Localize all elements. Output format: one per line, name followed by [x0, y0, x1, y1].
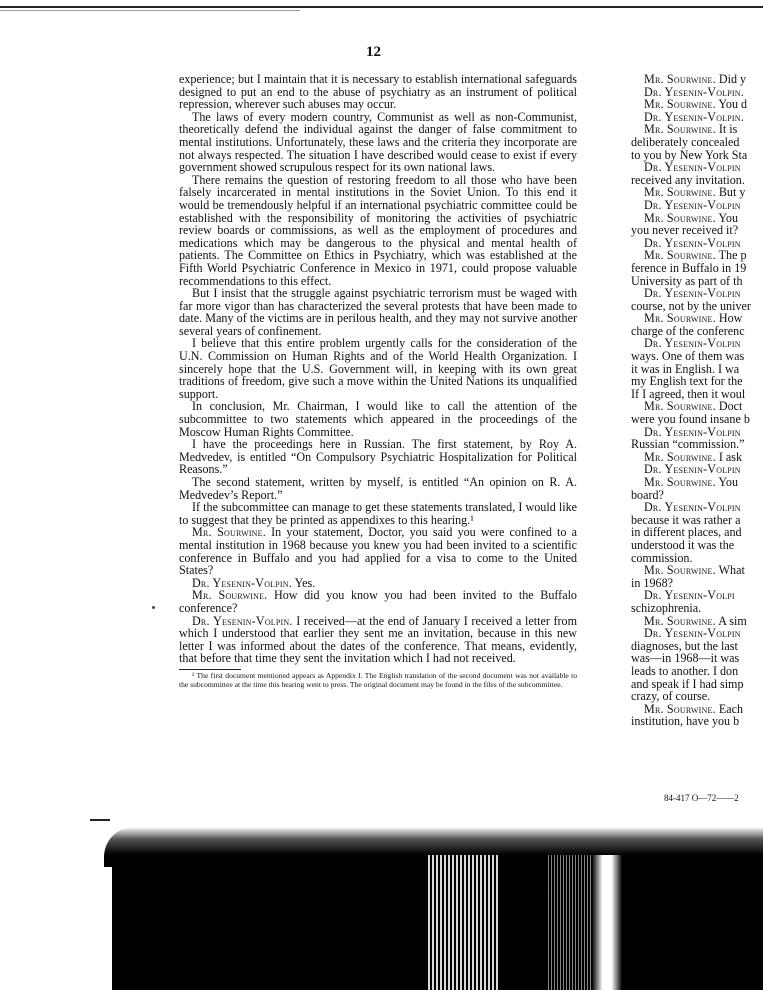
- speaker: Mr. Sourwine.: [644, 97, 716, 112]
- speaker: Dr. Yesenin-Volpin: [644, 160, 741, 175]
- speaker: Mr. Sourwine.: [644, 701, 716, 716]
- dialogue-text: You: [718, 475, 739, 489]
- scan-edge-mark: [90, 819, 110, 821]
- dialogue-text: Did y: [718, 72, 747, 86]
- paragraph: The second statement, written by myself, is entitled “An opinion on R. A. Medvedev’s Report.”: [179, 475, 577, 502]
- speaker: Dr. Yesenin-Volpin: [644, 462, 741, 477]
- dialogue-text: ways. One of them was: [631, 349, 745, 364]
- speaker: Dr. Yesenin-Volpin: [644, 197, 741, 212]
- dialogue-text: You: [718, 210, 739, 225]
- speaker: Mr. Sourwine.: [644, 185, 716, 200]
- dialogue-text: I ask: [718, 449, 743, 464]
- dialogue-text: because it was rather a: [631, 512, 741, 527]
- paragraph: I have the proceedings here in Russian. The first statement, by Roy A. Medvedev, is entitled “On Compulsory Psychiatric Hospitalization for Political Reasons.”: [179, 437, 577, 477]
- dialogue-text: Each: [718, 701, 744, 716]
- speaker: Mr. Sourwine.: [644, 399, 716, 414]
- dialogue-text: charge of the conferenc: [631, 323, 745, 338]
- speaker: Dr. Yesenin-Volpin: [644, 500, 741, 515]
- dialogue-text: and speak if I had simp: [631, 676, 744, 691]
- speaker: Dr. Yesenin-Volpin: [644, 235, 741, 250]
- speaker: Dr. Yesenin-Volpin: [644, 336, 741, 351]
- dialogue-text: But y: [718, 185, 746, 200]
- paragraph: experience; but I maintain that it is necessary to establish international safeguards designed to put an end to the abuse of psychiatry as an instrument of political repression, wherever such abuses may occur.: [179, 72, 577, 112]
- dialogue-text: commission.: [631, 550, 693, 565]
- dialogue-line: [179, 589, 577, 614]
- dialogue-text: leads to another. I don: [631, 663, 739, 678]
- speaker: Dr. Yesenin-Volpin: [644, 626, 741, 641]
- dialogue-text: it was in English. I wa: [631, 361, 740, 376]
- dialogue-text: What: [718, 563, 745, 578]
- footer-code: 84-417 O—72——2: [664, 793, 739, 803]
- paragraph: I believe that this entire problem urgently calls for the consideration of the U.N. Commission on Human Rights and of the World Health Organization. I sincerely hope that the U.S. Government will, in keeping with its own great traditions of freedom, give such a move within the United Nations its unqualified support.: [179, 336, 577, 401]
- speaker: Mr. Sourwine.: [644, 475, 716, 489]
- paragraph: The laws of every modern country, Communist as well as non-Communist, theoretically defend the individual against the danger of false commitment to mental institutions. Unfortunately, these laws and the criteria they incorporate are not always respected. The situation I have described would cease to exist if every government showed scrupulous respect for its own national laws.: [179, 109, 577, 175]
- dialogue-text: How did you know you had been invited to the Buffalo conference?: [179, 588, 577, 615]
- dialogue-text: Russian “commission.”: [631, 437, 745, 452]
- dialogue-text: understood it was the: [631, 537, 735, 552]
- dialogue-text: diagnoses, but the last: [631, 638, 738, 653]
- paragraph: If the subcommittee can manage to get these statements translated, I would like to suggest that they be printed as appendixes to this hearing.¹: [179, 500, 577, 527]
- dialogue-text: Yes.: [294, 575, 316, 590]
- speaker: Dr. Yesenin-Volpin: [644, 286, 741, 301]
- dialogue-line: [179, 615, 577, 665]
- dialogue-text: deliberately concealed: [631, 134, 740, 149]
- dialogue-line: [179, 526, 577, 576]
- speaker: Mr. Sourwine.: [644, 613, 716, 628]
- dialogue-text: University as part of th: [631, 273, 743, 288]
- top-rule-secondary: [0, 10, 300, 11]
- speaker: Mr. Sourwine.: [644, 72, 716, 86]
- speaker: Dr. Yesenin-Volpi: [644, 588, 735, 603]
- dialogue-text: How: [718, 311, 743, 326]
- scan-speck: [152, 606, 155, 609]
- dialogue-text: I received—at the end of January I received a letter from which I understood that earlier they sent me an invitation, because in this new letter I was informed about the dates of the conference. That means, evidently, that before that time they sent the invitation which I had not received.: [179, 613, 577, 666]
- speaker: Mr. Sourwine.: [192, 588, 268, 603]
- speaker: Mr. Sourwine.: [644, 311, 716, 326]
- speaker: Dr. Yesenin-Volpin.: [644, 109, 744, 124]
- dialogue-text: board?: [631, 487, 664, 502]
- speaker: Dr. Yesenin-Volpin.: [192, 613, 293, 628]
- footnote-rule: [179, 669, 241, 670]
- dialogue-text: You d: [718, 97, 748, 112]
- dialogue-text: A sim: [718, 613, 747, 628]
- dialogue-text: in different places, and: [631, 525, 742, 540]
- dialogue-text: It is: [718, 122, 738, 137]
- speaker: Mr. Sourwine.: [644, 563, 716, 578]
- top-rule: [0, 6, 763, 8]
- dialogue-line: [631, 715, 763, 728]
- scan-light-gap: [592, 855, 622, 990]
- scan-stripes-secondary: [548, 855, 598, 990]
- scan-artifact: [0, 815, 763, 990]
- speaker: Mr. Sourwine.: [644, 248, 716, 263]
- right-column: [631, 73, 763, 728]
- left-column: [179, 73, 577, 689]
- dialogue-text: my English text for the: [631, 374, 743, 389]
- speaker: Mr. Sourwine.: [644, 210, 716, 225]
- speaker: Dr. Yesenin-Volpin: [644, 424, 741, 439]
- dialogue-text: If I agreed, then it woul: [631, 386, 746, 401]
- speaker: Mr. Sourwine.: [644, 449, 716, 464]
- footnote: ¹ The first document mentioned appears as Appendix I. The English translation of the second document was not available to the subcommittee at the time this hearing went to press. The original document may be found in the files of the subcommittee.: [179, 670, 577, 689]
- dialogue-text: ference in Buffalo in 19: [631, 260, 747, 275]
- dialogue-text: received any invitation.: [631, 172, 745, 187]
- page-number: 12: [366, 44, 381, 60]
- speaker: Dr. Yesenin-Volpin.: [644, 84, 744, 99]
- scan-stripes: [428, 855, 498, 990]
- dialogue-text: Doct: [718, 399, 743, 414]
- speaker: Mr. Sourwine.: [644, 122, 716, 137]
- dialogue-text: were you found insane b: [631, 412, 750, 427]
- paragraph: But I insist that the struggle against psychiatric terrorism must be waged with far more vigor than has characterized the several protests that have been made to date. Many of the victims are in perilous health, and they may not survive another several years of confinement.: [179, 286, 577, 338]
- paragraph: There remains the question of restoring freedom to all those who have been falsely incarcerated in mental institutions in the Soviet Union. To this end it would be tremendously helpful if an international psychiatric committee could be established with the responsibility of monitoring the activities of psychiatric review boards or commissions, as well as the employment of procedures and medications which may be dangerous to the physical and mental health of patients. The Committee on Ethics in Psychiatry, which was established at the Fifth World Psychiatric Conference in Mexico in 1971, could propose valuable recommendations to this effect.: [179, 172, 577, 288]
- speaker: Dr. Yesenin-Volpin.: [192, 575, 292, 590]
- dialogue-text: crazy, of course.: [631, 689, 711, 704]
- speaker: Mr. Sourwine.: [192, 525, 266, 540]
- dialogue-text: you never received it?: [631, 223, 739, 238]
- dialogue-text: institution, have you b: [631, 714, 740, 729]
- dialogue-text: The p: [718, 248, 747, 263]
- dialogue-text: to you by New York Sta: [631, 147, 748, 162]
- dialogue-text: in 1968?: [631, 575, 673, 590]
- dialogue-text: In your statement, Doctor, you said you were confined to a mental institution in 1968 because you knew you had been invited to a scientific conference in Buffalo and you had applied for a visa to come to the United States?: [179, 525, 577, 578]
- dialogue-text: was—in 1968—it was: [631, 651, 740, 666]
- dialogue-text: course, not by the univer: [631, 298, 751, 313]
- dialogue-text: schizophrenia.: [631, 600, 702, 615]
- paragraph: In conclusion, Mr. Chairman, I would like to call the attention of the subcommittee to two statements which appeared in the proceedings of the Moscow Human Rights Committee.: [179, 399, 577, 439]
